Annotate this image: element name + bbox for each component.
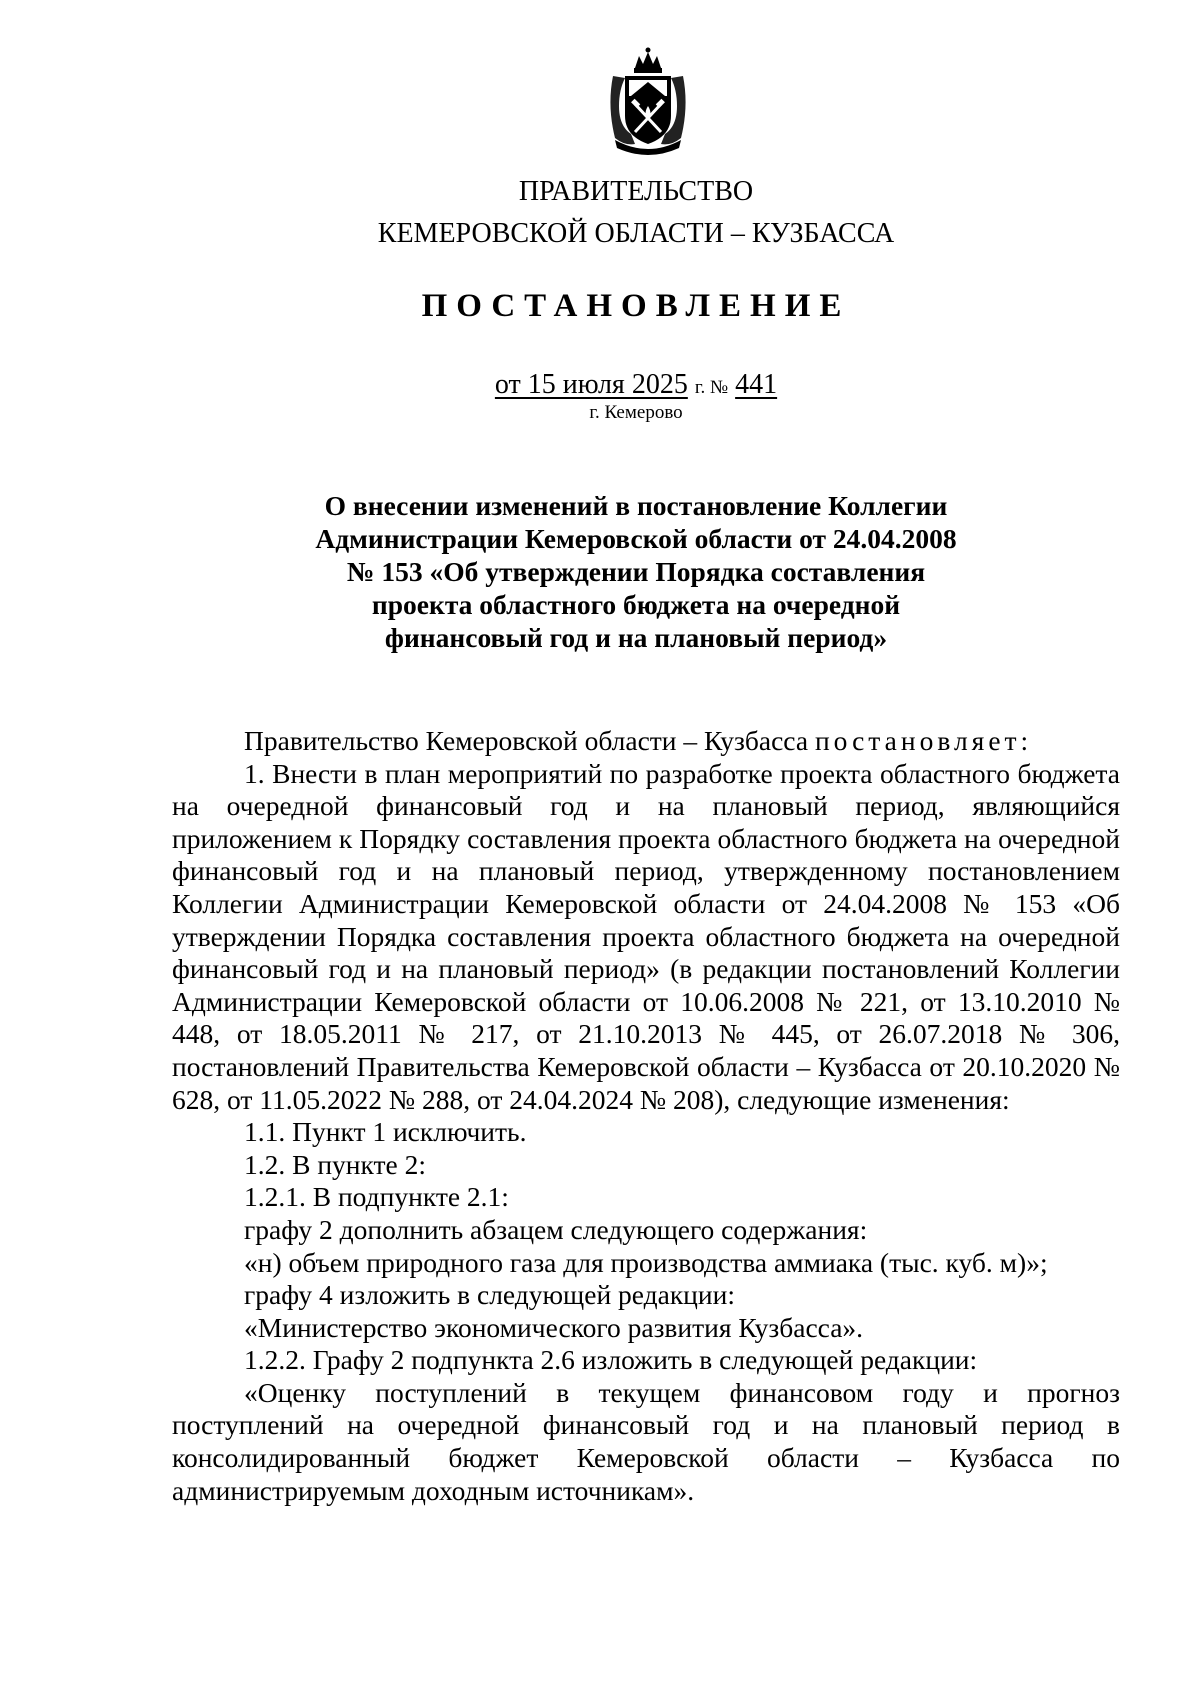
- organization-name-line1: ПРАВИТЕЛЬСТВО: [518, 176, 754, 207]
- paragraph-ministry: «Министерство экономического развития Кузбасса».: [244, 1311, 864, 1343]
- paragraph-1: 1. Внести в план мероприятий по разработке проекта областного бюджета на очередной финансовый год и на плановый период, являющийся приложением к Порядку составления проекта областного бюджета на очередной финансовый год и на плановый период, утвержденному постановлением Коллегии Администрации Кемеровской области от 24.04.2008 № 153 «Об утверждении Порядка составления проекта областного бюджета на очередной финансовый год и на плановый период» (в редакции постановлений Коллегии Администрации Кемеровской области от 10.06.2008 № 221, от 13.10.2010 № 448, от 18.05.2011 № 217, от 21.10.2013 № 445, от 26.07.2018 № 306, постановлений Правительства Кемеровской области – Кузбасса от 20.10.2020 № 628, от 11.05.2022 № 288, от 24.04.2024 № 208), следующие изменения:: [172, 757, 1120, 1115]
- paragraph-1-2: 1.2. В пункте 2:: [244, 1148, 427, 1180]
- intro-paragraph: [172, 725, 1120, 758]
- document-number: 441: [735, 369, 778, 400]
- intro-text: Правительство Кемеровской области – Кузбасса: [244, 725, 809, 756]
- document-number-label: г. №: [694, 377, 729, 398]
- paragraph-1-1: 1.1. Пункт 1 исключить.: [244, 1116, 527, 1148]
- document-title: [266, 489, 1006, 654]
- title-line: О внесении изменений в постановление Коллегии: [324, 490, 948, 521]
- title-line: проекта областного бюджета на очередной: [371, 589, 901, 620]
- title-line: № 153 «Об утверждении Порядка составления: [346, 556, 926, 587]
- paragraph-gas: «н) объем природного газа для производства аммиака (тыс. куб. м)»;: [244, 1246, 1048, 1278]
- coat-of-arms-emblem: [605, 46, 691, 156]
- document-date-line: [36, 368, 1200, 405]
- document-city: г. Кемерово: [589, 402, 683, 423]
- document-body: [172, 725, 1120, 1507]
- title-line: финансовый год и на плановый период»: [384, 622, 888, 653]
- paragraph-estimate: «Оценку поступлений в текущем финансовом году и прогноз поступлений на очередной финансовый год и на плановый период в консолидированный бюджет Кемеровской области – Кузбасса по администрируемым доходным источникам».: [172, 1376, 1120, 1506]
- paragraph-graph-2: графу 2 дополнить абзацем следующего содержания:: [244, 1213, 868, 1245]
- paragraph-1-2-1: 1.2.1. В подпункте 2.1:: [244, 1181, 509, 1213]
- intro-action: постановляет:: [814, 725, 1033, 756]
- paragraph-1-2-2: 1.2.2. Графу 2 подпункта 2.6 изложить в следующей редакции:: [244, 1344, 978, 1376]
- paragraph-graph-4: графу 4 изложить в следующей редакции:: [244, 1279, 735, 1311]
- organization-name-line2: КЕМЕРОВСКОЙ ОБЛАСТИ – КУЗБАССА: [377, 218, 895, 249]
- title-line: Администрации Кемеровской области от 24.04.2008: [315, 523, 957, 554]
- document-date: от 15 июля 2025: [494, 369, 688, 400]
- document-type-heading: ПОСТАНОВЛЕНИЕ: [421, 288, 851, 324]
